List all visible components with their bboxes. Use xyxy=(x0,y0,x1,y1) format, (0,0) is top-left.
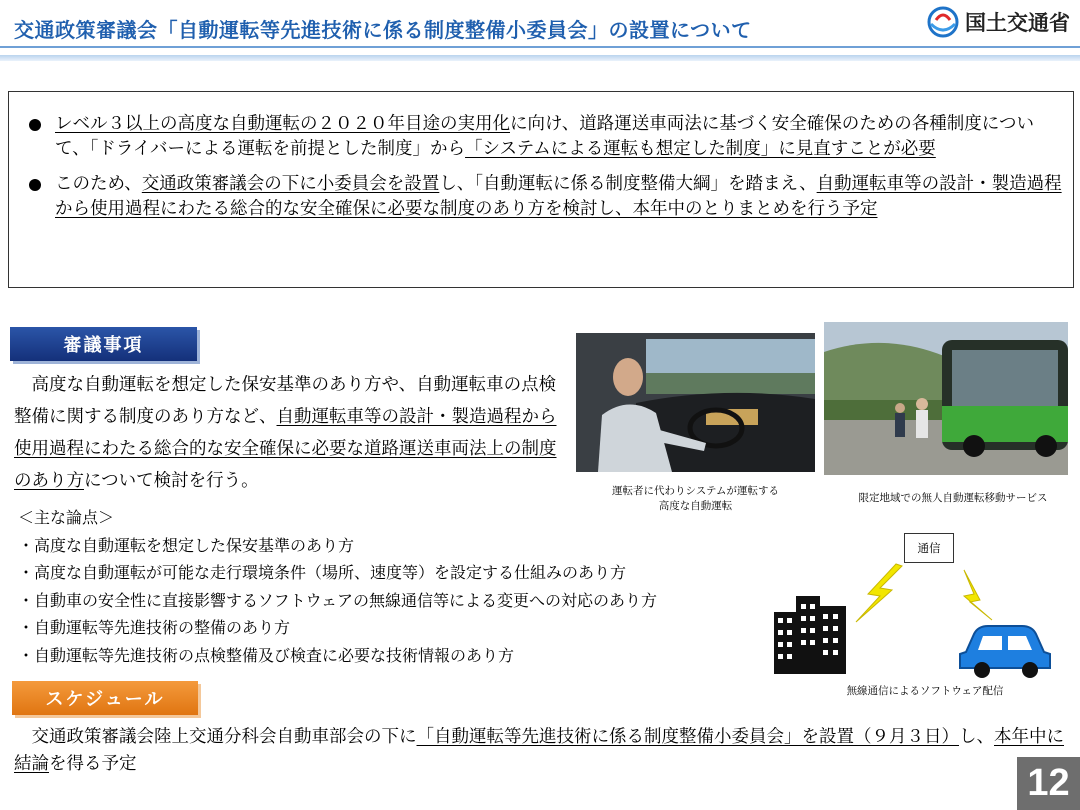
list-item: ・高度な自動運転を想定した保安基準のあり方 xyxy=(18,535,355,555)
caption-line: 運転者に代わりシステムが運転する xyxy=(612,485,779,497)
main-points xyxy=(18,504,657,669)
deliberation-text-end: について検討を行う。 xyxy=(84,471,259,491)
building-icon xyxy=(774,596,846,674)
summary-bullet xyxy=(29,172,1063,222)
schedule-text-underlined: 「自動運転等先進技術に係る制度整備小委員会」を設置（９月３日） xyxy=(416,727,959,747)
summary-b1-text: に向け、道路運送車両法に基づく安全確保のための各種制度について、「ドライバーによる運転を前提とした制度」から xyxy=(55,114,1034,159)
ministry-logo-block xyxy=(927,6,1070,38)
schedule-text-start: 交通政策審議会陸上交通分科会自動車部会の下に xyxy=(14,727,417,747)
deliberation-text-underlined: 自動運転車等の設計・製造過程から使用過程にわたる総合的な安全確保に必要な道路運送車両法上の制度のあり方 xyxy=(14,407,557,491)
schedule-text-underlined-end: 本年中に結論 xyxy=(14,727,1064,774)
summary-b2-text: このため、 xyxy=(55,174,142,194)
photo-driverless-bus xyxy=(824,322,1068,475)
deliberation-text xyxy=(14,369,559,497)
summary-b1-underlined: レベル３以上の高度な自動運転の２０２０年目途の実用化 xyxy=(55,114,510,134)
summary-b2-text-mid: し、「自動運転に係る制度整備大綱」を踏まえ、 xyxy=(439,174,817,194)
summary-box xyxy=(8,91,1074,288)
title-divider-band xyxy=(0,55,1080,61)
photo-autonomous-driving xyxy=(576,333,815,472)
deliberation-text-start: 高度な自動運転を想定した保安基準のあり方や、自動運転車の点検整備に関する制度のあり方など、 xyxy=(14,375,557,427)
schedule-text-end: を得る予定 xyxy=(49,754,137,774)
software-update-diagram xyxy=(760,560,1060,685)
caption-software-delivery: 無線通信によるソフトウェア配信 xyxy=(846,685,1004,697)
page-title: 交通政策審議会「自動運転等先進技術に係る制度整備小委員会」の設置について xyxy=(14,18,752,42)
schedule-heading: スケジュール xyxy=(12,681,198,715)
schedule-text xyxy=(14,724,1064,778)
main-points-heading: ＜主な論点＞ xyxy=(18,508,115,527)
caption-line: 高度な自動運転 xyxy=(658,500,733,512)
bullet-dot-icon xyxy=(29,119,41,131)
summary-bullet xyxy=(29,112,1063,162)
car-icon xyxy=(960,626,1050,678)
summary-bullet-text xyxy=(55,172,1063,222)
list-item: ・自動運転等先進技術の整備のあり方 xyxy=(18,618,291,637)
caption-autonomous-driving xyxy=(576,484,815,514)
summary-b2-underlined: 交通政策審議会の下に小委員会を設置 xyxy=(141,174,440,194)
list-item: ・自動運転等先進技術の点検整備及び検査に必要な技術情報のあり方 xyxy=(18,645,515,665)
summary-b2-underlined-end: 自動運転車等の設計・製造過程から使用過程にわたる総合的な安全確保に必要な制度のあり方を検討し、本年中のとりまとめを行う予定 xyxy=(55,174,1062,219)
driverless-bus-illustration xyxy=(824,322,1068,475)
deliberation-heading: 審議事項 xyxy=(10,327,197,361)
title-divider xyxy=(0,46,1080,48)
lightning-bolt-icon xyxy=(856,564,902,622)
car-interior-illustration xyxy=(576,333,815,472)
bullet-dot-icon xyxy=(29,179,41,191)
caption-driverless-bus: 限定地域での無人自動運転移動サービス xyxy=(858,492,1048,504)
page-number: 12 xyxy=(1017,757,1080,810)
summary-bullet-text xyxy=(55,112,1063,162)
schedule-text-mid: し、 xyxy=(959,727,994,747)
ministry-name: 国土交通省 xyxy=(965,11,1070,35)
summary-b1-underlined-end: 「システムによる運転も想定した制度」に見直すことが必要 xyxy=(465,139,936,159)
list-item: ・高度な自動運転が可能な走行環境条件（場所、速度等）を設定する仕組みのあり方 xyxy=(18,563,627,582)
mlit-logo-icon xyxy=(927,6,959,38)
communication-label: 通信 xyxy=(904,533,954,563)
lightning-bolt-icon xyxy=(964,570,992,620)
list-item: ・自動車の安全性に直接影響するソフトウェアの無線通信等による変更への対応のあり方 xyxy=(18,590,658,610)
